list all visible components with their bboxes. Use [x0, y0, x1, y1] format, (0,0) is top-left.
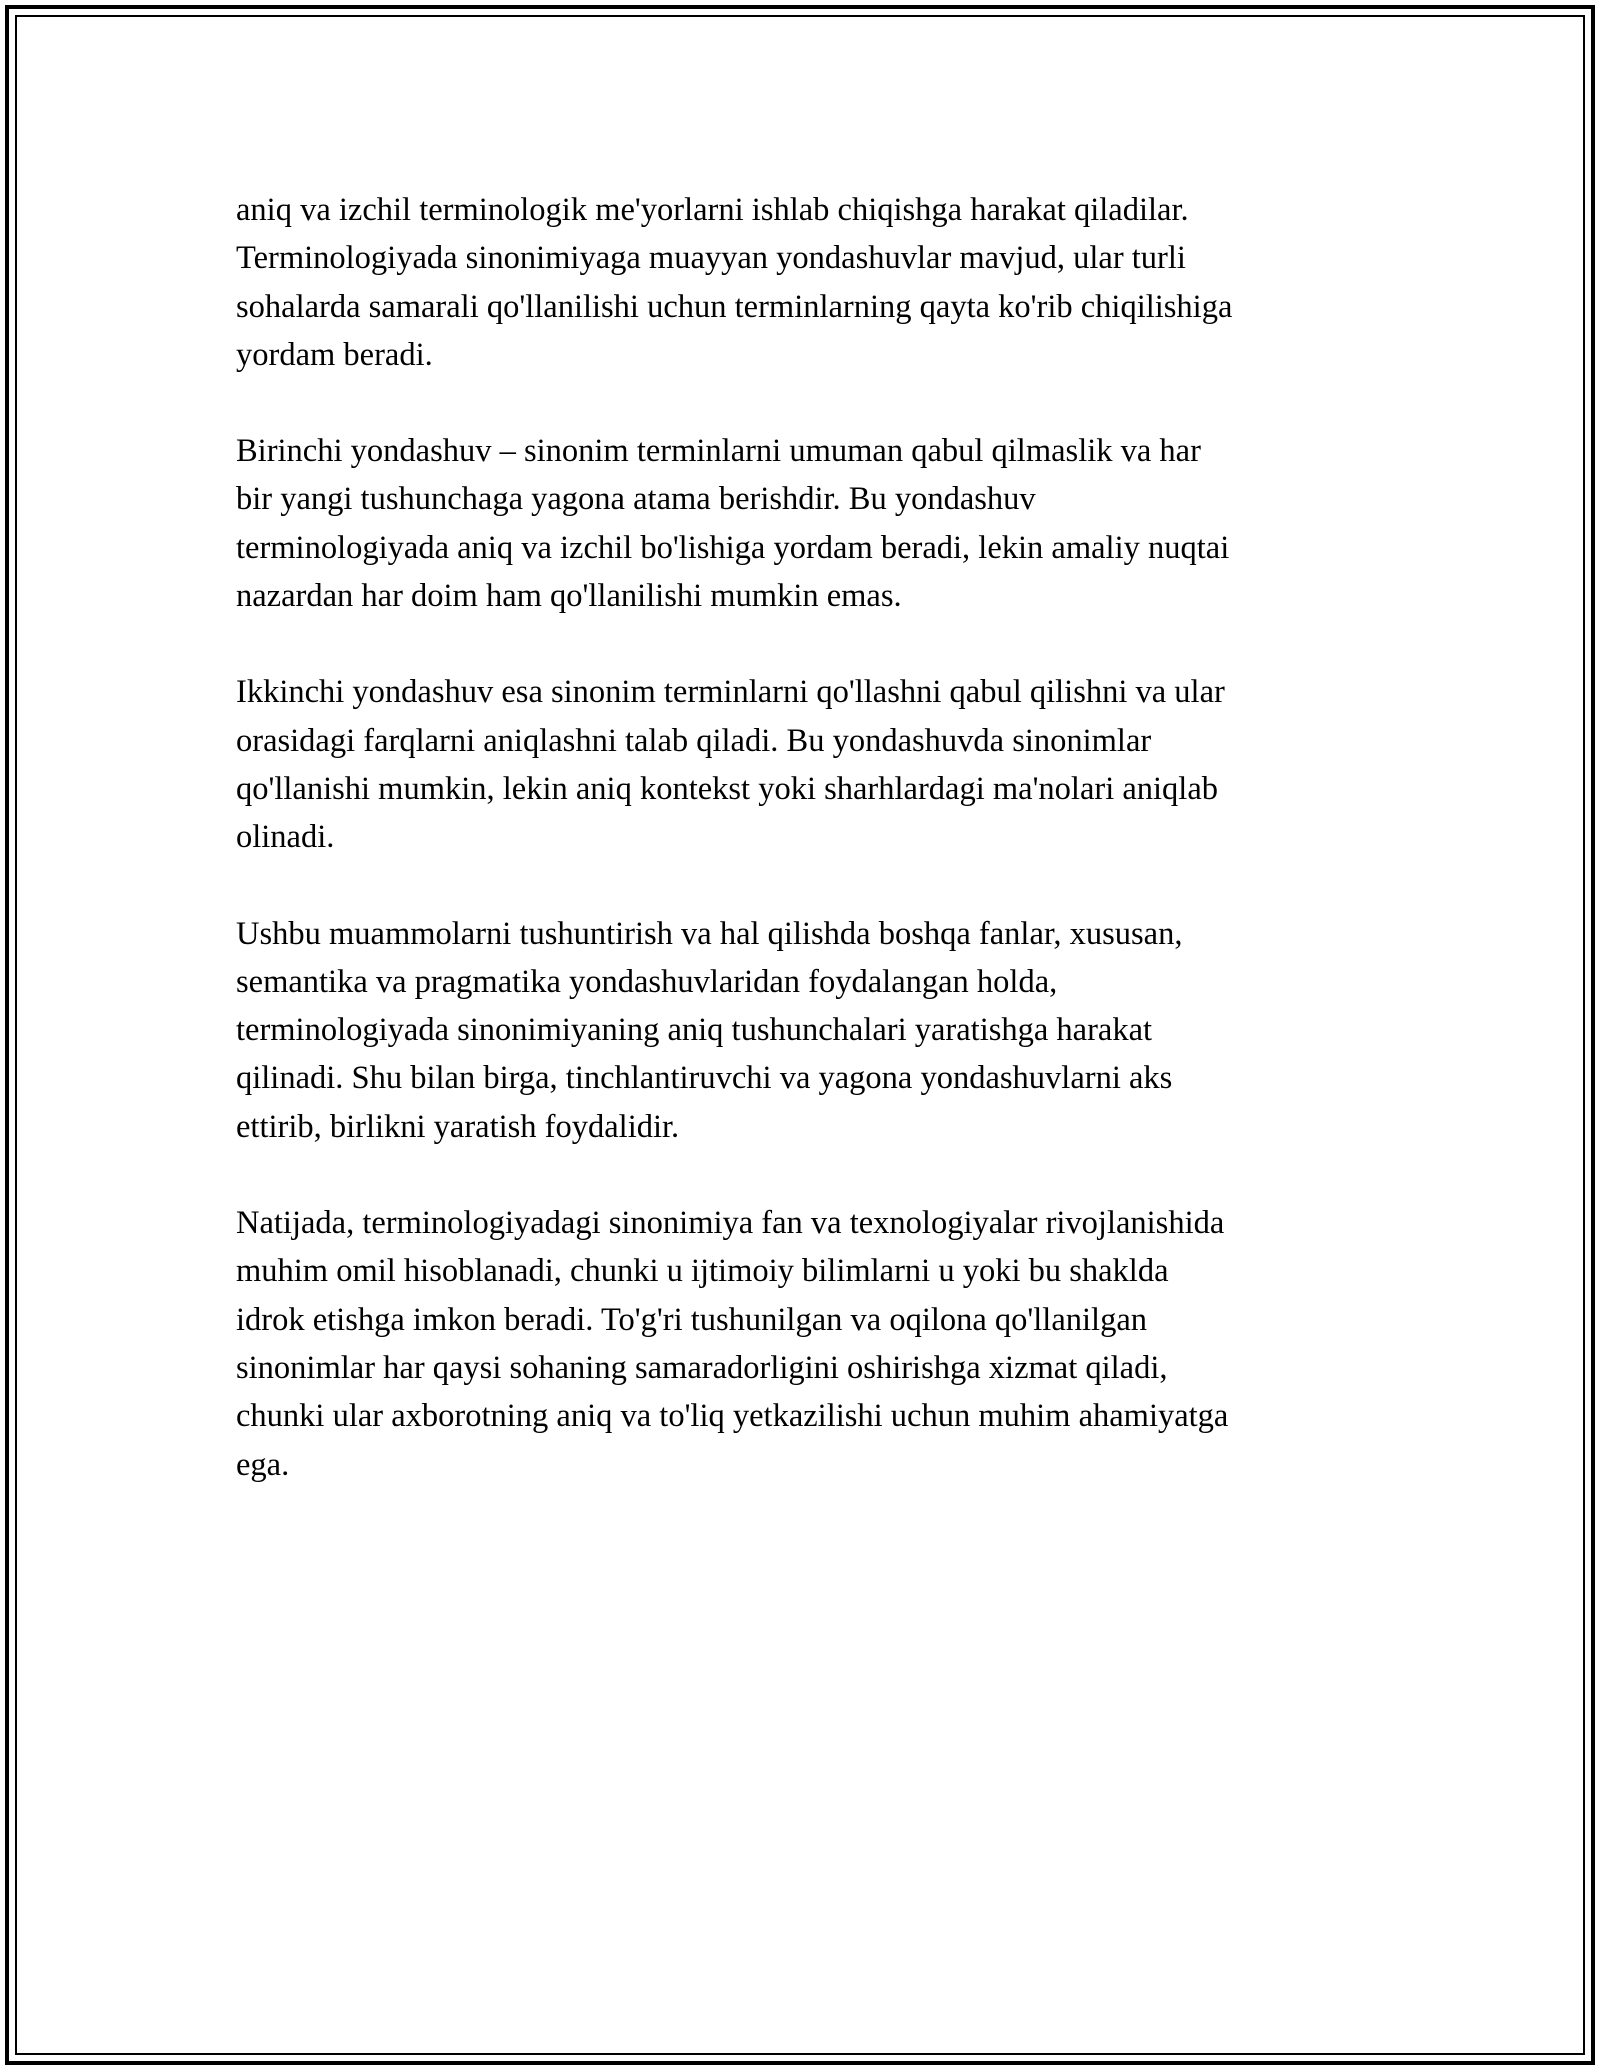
text-line: orasidagi farqlarni aniqlashni talab qiladi. Bu yondashuvda sinonimlar: [236, 722, 1152, 759]
text-line: Ikkinchi yondashuv esa sinonim terminlarni qo'llashni qabul qilishni va ular: [236, 674, 1225, 711]
paragraph-5: [236, 1199, 1376, 1489]
text-line: bir yangi tushunchaga yagona atama berishdir. Bu yondashuv: [236, 481, 1036, 518]
text-line: semantika va pragmatika yondashuvlaridan foydalangan holda,: [236, 963, 1058, 1000]
text-line: ega.: [236, 1446, 290, 1483]
paragraph-2: [236, 427, 1376, 620]
text-line: qo'llanishi mumkin, lekin aniq kontekst yoki sharhlardagi ma'nolari aniqlab: [236, 770, 1219, 807]
text-line: aniq va izchil terminologik me'yorlarni ishlab chiqishga harakat qiladilar.: [236, 192, 1189, 228]
text-line: yordam beradi.: [236, 336, 433, 373]
text-line: sinonimlar har qaysi sohaning samaradorligini oshirishga xizmat qiladi,: [236, 1349, 1168, 1386]
document-body: [236, 186, 1376, 1537]
paragraph-3: [236, 668, 1376, 861]
text-line: qilinadi. Shu bilan birga, tinchlantiruvchi va yagona yondashuvlarni aks: [236, 1060, 1173, 1097]
text-line: Natijada, terminologiyadagi sinonimiya fan va texnologiyalar rivojlanishida: [236, 1205, 1225, 1242]
text-line: terminologiyada sinonimiyaning aniq tushunchalari yaratishga harakat: [236, 1012, 1153, 1049]
text-line: muhim omil hisoblanadi, chunki u ijtimoiy bilimlarni u yoki bu shaklda: [236, 1253, 1169, 1290]
text-line: Terminologiyada sinonimiyaga muayyan yondashuvlar mavjud, ular turli: [236, 240, 1186, 277]
text-line: sohalarda samarali qo'llanilishi uchun terminlarning qayta ko'rib chiqilishiga: [236, 288, 1233, 325]
text-line: nazardan har doim ham qo'llanilishi mumkin emas.: [236, 578, 902, 615]
text-line: Birinchi yondashuv – sinonim terminlarni umuman qabul qilmaslik va har: [236, 433, 1201, 470]
text-line: chunki ular axborotning aniq va to'liq yetkazilishi uchun muhim ahamiyatga: [236, 1398, 1229, 1435]
text-line: Ushbu muammolarni tushuntirish va hal qilishda boshqa fanlar, xususan,: [236, 915, 1183, 952]
text-line: ettirib, birlikni yaratish foydalidir.: [236, 1108, 680, 1145]
text-line: idrok etishga imkon beradi. To'g'ri tushunilgan va oqilona qo'llanilgan: [236, 1301, 1147, 1338]
paragraph-4: [236, 910, 1376, 1151]
paragraph-1: [236, 186, 1376, 379]
text-line: olinadi.: [236, 819, 335, 856]
text-line: terminologiyada aniq va izchil bo'lishiga yordam beradi, lekin amaliy nuqtai: [236, 529, 1230, 566]
